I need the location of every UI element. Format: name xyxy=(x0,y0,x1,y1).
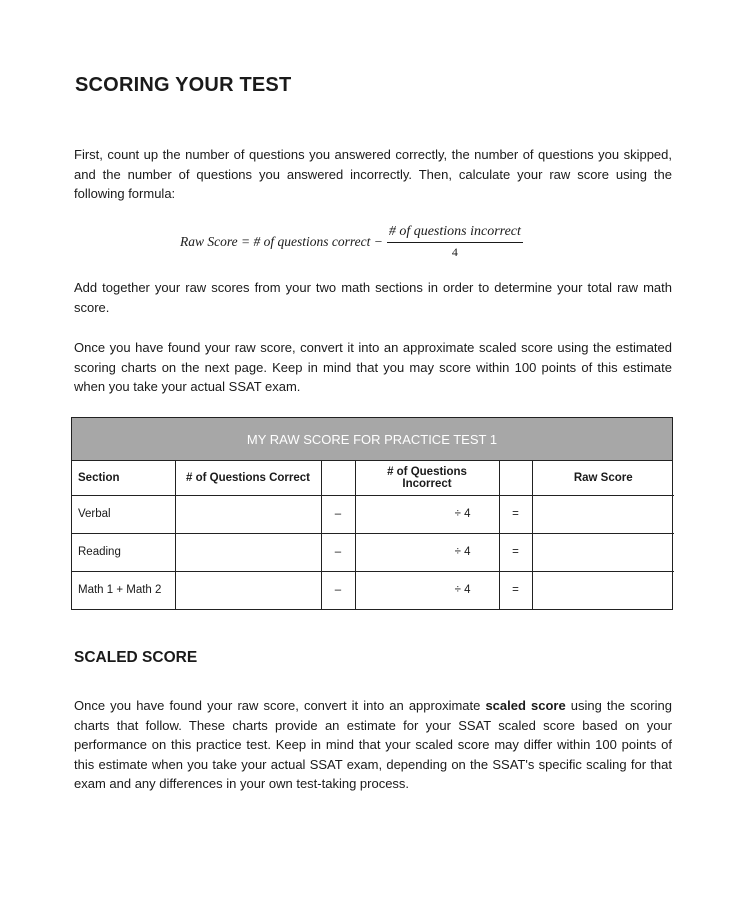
raw-score-formula xyxy=(180,222,523,262)
page-title: SCORING YOUR TEST xyxy=(75,74,292,96)
table-row xyxy=(72,533,674,571)
header-section: Section xyxy=(72,461,175,495)
formula-denominator: 4 xyxy=(451,245,458,259)
header-raw-score: Raw Score xyxy=(532,461,674,495)
scaled-score-heading: SCALED SCORE xyxy=(74,649,198,666)
scaled-text-after: using the scoring charts that follow. These charts provide an estimate for your SSAT scaled score based on your performance on this practice test. Keep in mind that your scaled score may differ within 100 points of this estimate when you take your actual SSAT exam, depending on the SSAT's specific scaling for that exam and any differences in your own test-taking process. xyxy=(74,698,672,791)
row-section-label: Verbal xyxy=(72,495,175,533)
table-row xyxy=(72,571,674,609)
incorrect-entry-cell[interactable]: ÷ 4 xyxy=(355,495,499,533)
intro-paragraph: First, count up the number of questions you answered correctly, the number of questions you skipped, and the number of questions you answered incorrectly. Then, calculate your raw score using the following formula: xyxy=(74,147,672,201)
header-incorrect: # of Questions Incorrect xyxy=(355,461,499,495)
equals-sign: = xyxy=(499,533,532,571)
correct-entry-cell[interactable] xyxy=(175,533,321,571)
add-math-paragraph: Add together your raw scores from your two math sections in order to determine your total raw math score. xyxy=(74,280,672,315)
row-section-label: Reading xyxy=(72,533,175,571)
header-spacer-equals xyxy=(499,461,532,495)
score-grid xyxy=(72,461,674,609)
scaled-score-paragraph xyxy=(74,696,672,794)
incorrect-entry-cell[interactable]: ÷ 4 xyxy=(355,533,499,571)
header-correct: # of Questions Correct xyxy=(175,461,321,495)
minus-sign: – xyxy=(321,533,355,571)
table-title: MY RAW SCORE FOR PRACTICE TEST 1 xyxy=(72,418,672,461)
minus-sign: – xyxy=(321,495,355,533)
correct-entry-cell[interactable] xyxy=(175,571,321,609)
scaled-text-before: Once you have found your raw score, convert it into an approximate xyxy=(74,698,486,713)
formula-lhs: Raw Score = # of questions correct − xyxy=(180,234,383,249)
table-row xyxy=(72,495,674,533)
raw-score-table xyxy=(71,417,673,610)
header-spacer-minus xyxy=(321,461,355,495)
raw-score-entry-cell[interactable] xyxy=(532,571,674,609)
raw-score-entry-cell[interactable] xyxy=(532,495,674,533)
row-section-label: Math 1 + Math 2 xyxy=(72,571,175,609)
incorrect-entry-cell[interactable]: ÷ 4 xyxy=(355,571,499,609)
correct-entry-cell[interactable] xyxy=(175,495,321,533)
convert-paragraph: Once you have found your raw score, convert it into an approximate scaled score using the estimated scoring charts on the next page. Keep in mind that you may score within 100 points of this estimate when you take your actual SSAT exam. xyxy=(74,340,672,394)
formula-fraction xyxy=(387,224,523,260)
equals-sign: = xyxy=(499,495,532,533)
equals-sign: = xyxy=(499,571,532,609)
minus-sign: – xyxy=(321,571,355,609)
formula-numerator: # of questions incorrect xyxy=(387,224,523,243)
scaled-score-emphasis: scaled score xyxy=(485,698,566,713)
raw-score-entry-cell[interactable] xyxy=(532,533,674,571)
table-header-row xyxy=(72,461,674,495)
